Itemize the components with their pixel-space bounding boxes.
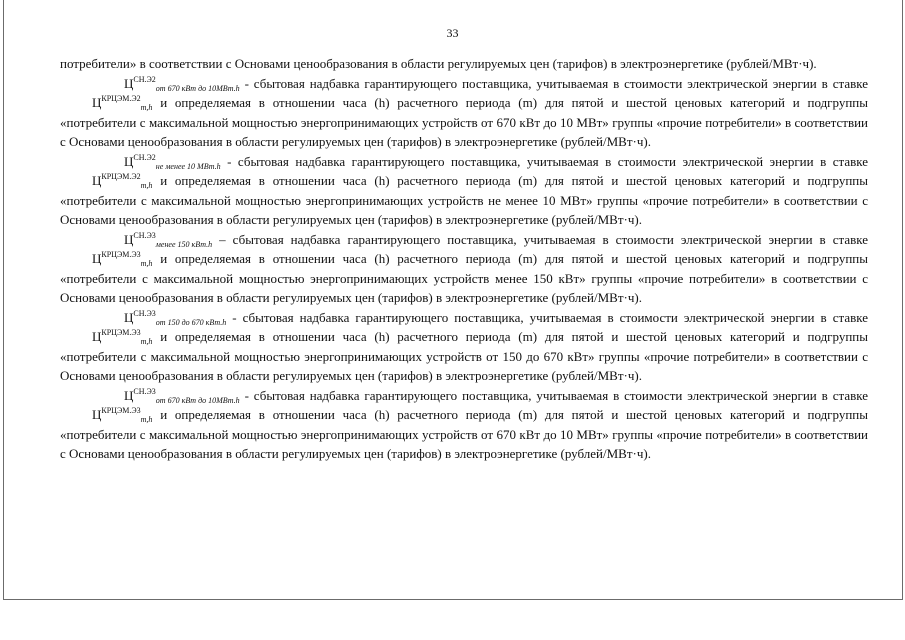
intro-paragraph: потребители» в соответствии с Основами ценообразования в области регулируемых цен (тарифов) в электроэнергетике (рублей/МВт·ч). [60, 56, 817, 71]
price-symbol: $Ц^{КРЦЭМ.Э3}_{m,h}$ [92, 250, 153, 268]
definition-paragraph [60, 308, 868, 386]
markup-symbol: $Ц^{СН.Э3}_{от 670 кВт до 10МВт.h}$ [124, 386, 240, 405]
price-symbol: $Ц^{КРЦЭМ.Э2}_{m,h}$ [92, 172, 153, 190]
markup-symbol: $Ц^{СН.Э3}_{от 150 до 670 кВт.h}$ [124, 308, 227, 327]
page-frame-right [902, 0, 903, 600]
definition-text: – сбытовая надбавка гарантирующего поставщика, учитываемая в стоимости электрической энергии в ставке [212, 231, 868, 247]
definition-text: и определяемая в отношении часа (h) расчетного периода (m) для пятой и шестой ценовых категорий и подгруппы «потребители с максимальной мощностью энергопринимающих устройств менее 150 кВт» группы «прочие потребители» в соответствии с Основами ценообразования в области регулируемых цен (тарифов) в электроэнергетике (рублей/МВт·ч). [60, 251, 868, 305]
definition-text: и определяемая в отношении часа (h) расчетного периода (m) для пятой и шестой ценовых категорий и подгруппы «потребители с максимальной мощностью энергопринимающих устройств от 150 до 670 кВт» группы «прочие потребители» в соответствии с Основами ценообразования в области регулируемых цен (тарифов) в электроэнергетике (рублей/МВт·ч). [60, 329, 868, 383]
markup-symbol: $Ц^{СН.Э2}_{от 670 кВт до 10МВт.h}$ [124, 74, 240, 93]
markup-symbol: $Ц^{СН.Э3}_{менее 150 кВт.h}$ [124, 230, 213, 249]
definition-text: - сбытовая надбавка гарантирующего поставщика, учитываемая в стоимости электрической энергии в ставке [239, 387, 868, 403]
page-frame-left [3, 0, 4, 600]
price-symbol: $Ц^{КРЦЭМ.Э3}_{m,h}$ [92, 406, 153, 424]
price-symbol: $Ц^{КРЦЭМ.Э2}_{m,h}$ [92, 94, 153, 112]
definition-text: - сбытовая надбавка гарантирующего поставщика, учитываемая в стоимости электрической энергии в ставке [226, 309, 868, 325]
definition-paragraph [60, 230, 868, 308]
definition-paragraph [60, 74, 868, 152]
definition-text: - сбытовая надбавка гарантирующего поставщика, учитываемая в стоимости электрической энергии в ставке [220, 153, 868, 169]
definition-text: и определяемая в отношении часа (h) расчетного периода (m) для пятой и шестой ценовых категорий и подгруппы «потребители с максимальной мощностью энергопринимающих устройств не менее 10 МВт» группы «прочие потребители» в соответствии с Основами ценообразования в области регулируемых цен (тарифов) в электроэнергетике (рублей/МВт·ч). [60, 173, 868, 227]
price-symbol: $Ц^{КРЦЭМ.Э3}_{m,h}$ [92, 328, 153, 346]
definition-paragraph [60, 386, 868, 464]
page-frame-bottom [3, 599, 903, 600]
page-number: 33 [446, 26, 459, 40]
document-body [60, 54, 868, 464]
definition-text: - сбытовая надбавка гарантирующего поставщика, учитываемая в стоимости электрической энергии в ставке [239, 75, 868, 91]
definition-text: и определяемая в отношении часа (h) расчетного периода (m) для пятой и шестой ценовых категорий и подгруппы «потребители с максимальной мощностью энергопринимающих устройств от 670 кВт до 10 МВт» группы «прочие потребители» в соответствии с Основами ценообразования в области регулируемых цен (тарифов) в электроэнергетике (рублей/МВт·ч). [60, 95, 868, 149]
definition-text: и определяемая в отношении часа (h) расчетного периода (m) для пятой и шестой ценовых категорий и подгруппы «потребители с максимальной мощностью энергопринимающих устройств от 670 кВт до 10 МВт» группы «прочие потребители» в соответствии с Основами ценообразования в области регулируемых цен (тарифов) в электроэнергетике (рублей/МВт·ч). [60, 407, 868, 461]
markup-symbol: $Ц^{СН.Э2}_{не менее 10 МВт.h}$ [124, 152, 221, 171]
definition-paragraph [60, 152, 868, 230]
